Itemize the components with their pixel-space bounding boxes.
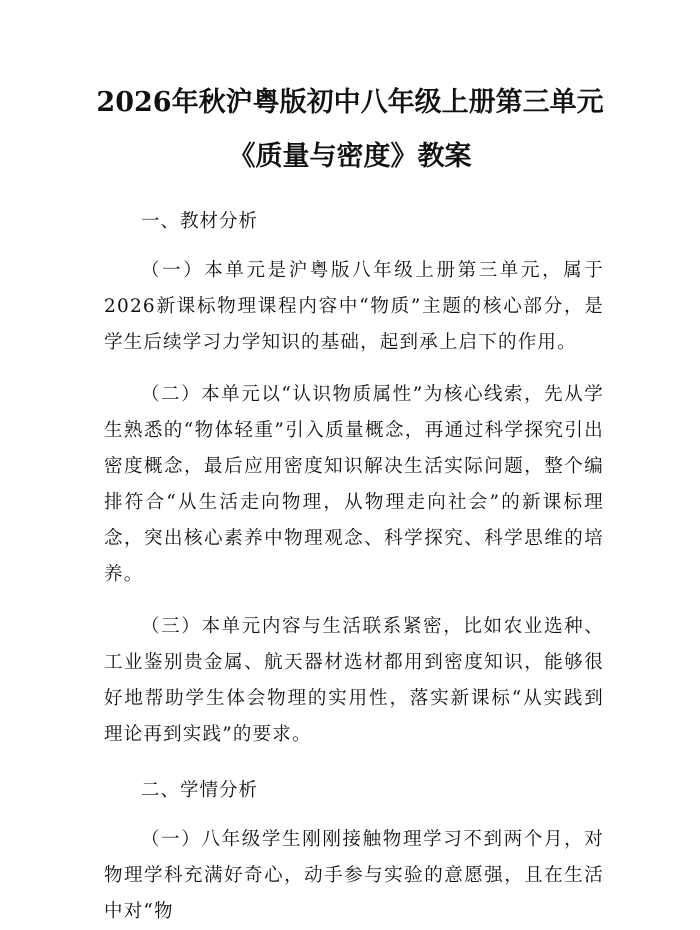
paragraph-1-2: （二）本单元以“认识物质属性”为核心线索，先从学生熟悉的“物体轻重”引入质量概念，再通过科学探究引出密度概念，最后应用密度知识解决生活实际问题，整个编排符合“从生活走向物理，从物理走向社会”的新课标理念，突出核心素养中物理观念、科学探究、科学思维的培养。 (104, 384, 604, 585)
document-title (96, 76, 604, 184)
title-line-1: 2026年秋沪粤版初中八年级上册第三单元 (96, 87, 604, 118)
section-heading-student-analysis: 二、学情分析 (141, 780, 259, 801)
paragraph-1-1: （一）本单元是沪粤版八年级上册第三单元，属于2026新课标物理课程内容中“物质”主题的核心部分，是学生后续学习力学知识的基础，起到承上启下的作用。 (104, 260, 604, 353)
section-heading-textbook-analysis: 一、教材分析 (141, 211, 259, 232)
paragraph-1-3: （三）本单元内容与生活联系紧密，比如农业选种、工业鉴别贵金属、航天器材选材都用到密度知识，能够很好地帮助学生体会物理的实用性，落实新课标“从实践到理论再到实践”的要求。 (104, 616, 604, 745)
title-line-2: 《质量与密度》教案 (228, 141, 472, 172)
paragraph-2-1: （一）八年级学生刚刚接触物理学习不到两个月，对物理学科充满好奇心，动手参与实验的意愿强，且在生活中对“物 (104, 829, 604, 922)
